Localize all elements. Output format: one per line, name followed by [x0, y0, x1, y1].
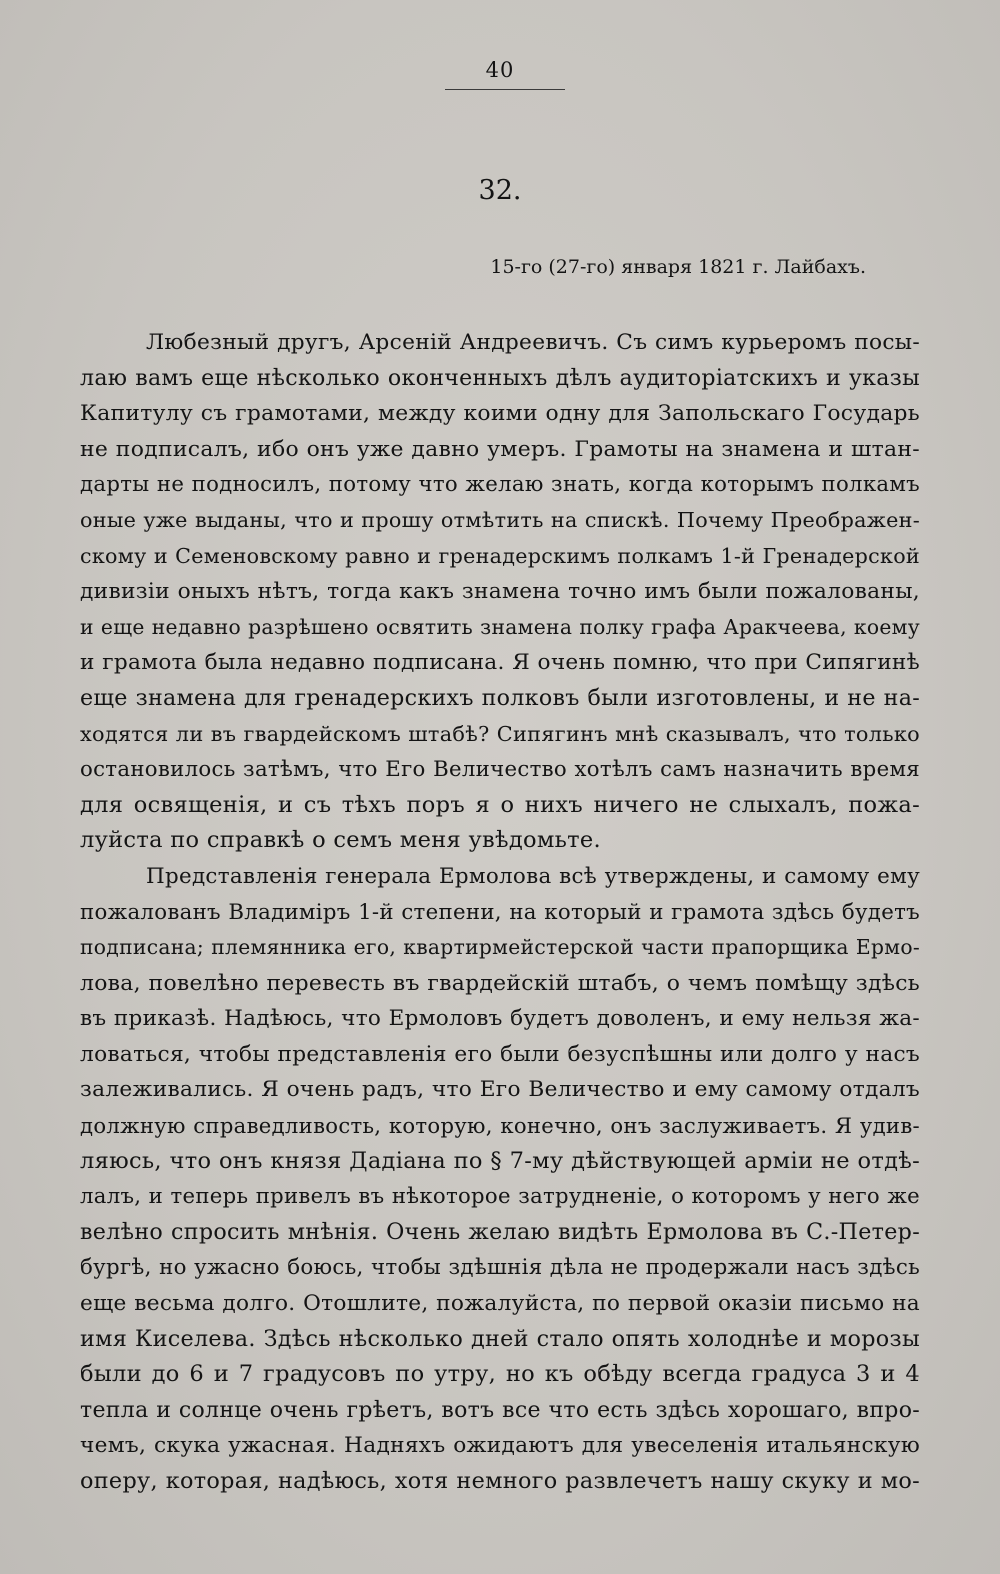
text-line: пожалованъ Владиміръ 1-й степени, на который и грамота здѣсь будетъ: [80, 899, 920, 925]
page-number: 40: [485, 58, 515, 82]
letter-number: 32.: [478, 175, 522, 206]
text-line: оперу, которая, надѣюсь, хотя немного развлечетъ нашу скуку и мо-: [80, 1468, 920, 1494]
text-line: еще знамена для гренадерскихъ полковъ были изготовлены, и не на-: [80, 684, 920, 711]
page-number-rule: [445, 89, 565, 90]
text-line: тепла и солнце очень грѣетъ, вотъ все что есть здѣсь хорошаго, впро-: [80, 1397, 920, 1423]
text-line: дарты не подносилъ, потому что желаю знать, когда которымъ полкамъ: [80, 472, 920, 498]
text-line: для освященія, и съ тѣхъ поръ я о нихъ ничего не слыхалъ, пожа-: [80, 791, 920, 818]
text-line: чемъ, скука ужасная. Надняхъ ожидаютъ для увеселенія итальянскую: [80, 1433, 920, 1459]
text-line: лова, повелѣно перевесть въ гвардейскій штабъ, о чемъ помѣщу здѣсь: [80, 970, 920, 996]
text-line: и грамота была недавно подписана. Я очень помню, что при Сипягинѣ: [80, 650, 920, 676]
text-line: залеживались. Я очень радъ, что Его Величество и ему самому отдалъ: [80, 1077, 920, 1103]
text-line: и еще недавно разрѣшено освятить знамена полку графа Аракчеева, коему: [80, 614, 920, 639]
paragraph-2: [80, 859, 920, 1500]
text-line: скому и Семеновскому равно и гренадерскимъ полкамъ 1-й Гренадерской: [80, 543, 920, 568]
text-line: велѣно спросить мнѣнія. Очень желаю видѣть Ермолова въ С.-Петер-: [80, 1218, 920, 1245]
text-line: не подписалъ, ибо онъ уже давно умеръ. Грамоты на знамена и штан-: [80, 436, 920, 462]
text-line: ловаться, чтобы представленія его были безуспѣшны или долго у насъ: [80, 1041, 920, 1067]
text-line: Капитулу съ грамотами, между коими одну для Запольскаго Государь: [80, 401, 920, 427]
text-line: подписана; племянника его, квартирмейстерской части прапорщика Ермо-: [80, 935, 920, 960]
text-line: бургѣ, но ужасно боюсь, чтобы здѣшнія дѣла не продержали насъ здѣсь: [80, 1255, 920, 1281]
text-line: Любезный другъ, Арсеній Андреевичъ. Съ симъ курьеромъ посы-: [146, 330, 920, 355]
paragraph-1: [80, 325, 920, 859]
text-line: еще весьма долго. Отошлите, пожалуйста, по первой оказіи письмо на: [80, 1291, 920, 1317]
text-line: должную справедливость, которую, конечно, онъ заслуживаетъ. Я удив-: [80, 1113, 920, 1139]
dateline: 15-го (27-го) января 1821 г. Лайбахъ.: [490, 256, 866, 278]
text-line: остановилось затѣмъ, что Его Величество хотѣлъ самъ назначить время: [80, 757, 920, 783]
text-line: имя Киселева. Здѣсь нѣсколько дней стало опять холоднѣе и морозы: [80, 1325, 920, 1352]
text-line: дивизіи оныхъ нѣтъ, тогда какъ знамена точно имъ были пожалованы,: [80, 579, 920, 605]
text-line: были до 6 и 7 градусовъ по утру, но къ обѣду всегда градуса 3 и 4: [80, 1361, 920, 1388]
text-line: въ приказѣ. Надѣюсь, что Ермоловъ будетъ доволенъ, и ему нельзя жа-: [80, 1006, 920, 1032]
text-line: луйста по справкѣ о семъ меня увѣдомьте.: [80, 827, 601, 854]
text-line: лаю вамъ еще нѣсколько оконченныхъ дѣлъ аудиторіатскихъ и указы: [80, 364, 920, 391]
letter-body: [80, 325, 920, 1500]
text-line: ляюсь, что онъ князя Дадіана по § 7-му дѣйствующей арміи не отдѣ-: [80, 1147, 920, 1174]
text-line: оные уже выданы, что и прошу отмѣтить на спискѣ. Почему Преображен-: [80, 507, 920, 532]
text-line: ходятся ли въ гвардейскомъ штабѣ? Сипягинъ мнѣ сказывалъ, что только: [80, 721, 920, 746]
text-line: Представленія генерала Ермолова всѣ утверждены, и самому ему: [146, 863, 920, 889]
text-line: лалъ, и теперь привелъ въ нѣкоторое затрудненіе, о которомъ у него же: [80, 1184, 920, 1210]
